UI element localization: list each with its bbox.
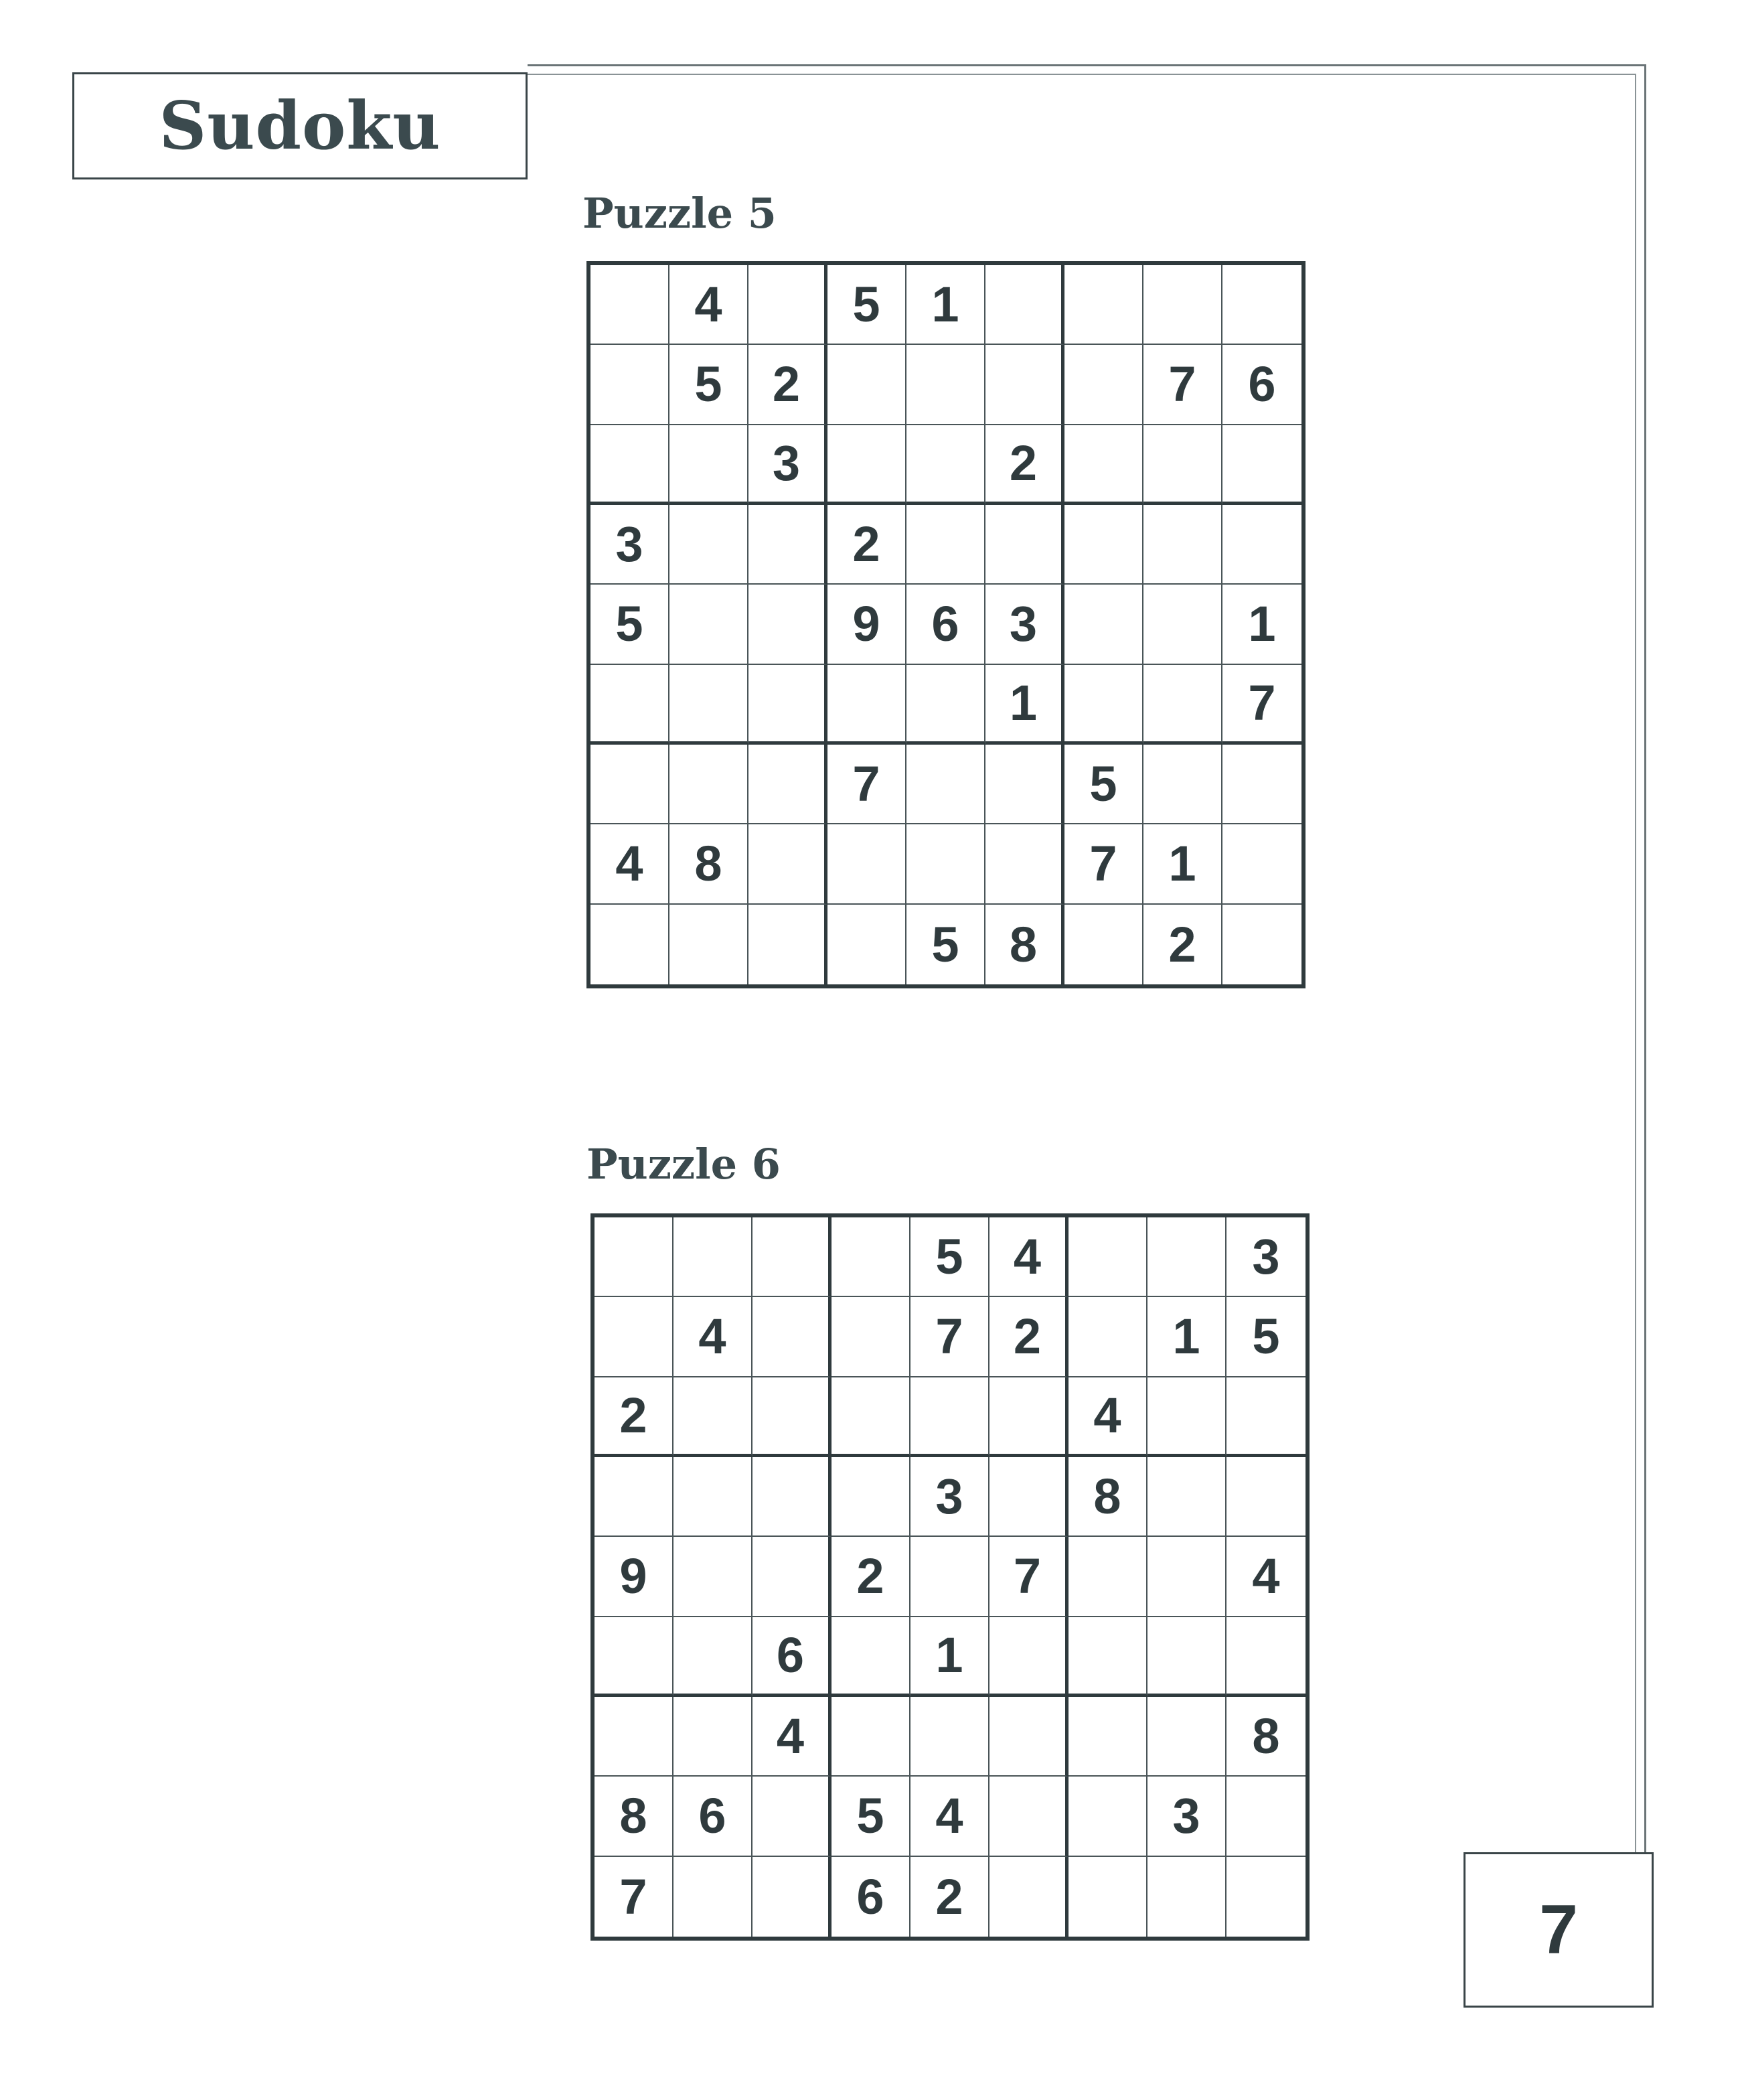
sudoku-cell-r7c2 xyxy=(674,1697,753,1777)
sudoku-cell-r2c7 xyxy=(1069,1297,1148,1377)
sudoku-cell-r2c6 xyxy=(985,345,1064,425)
page-number: 7 xyxy=(1539,1890,1578,1969)
sudoku-cell-r3c2 xyxy=(669,425,748,505)
sudoku-cell-r6c7 xyxy=(1069,1617,1148,1697)
sudoku-cell-r2c7 xyxy=(1064,345,1143,425)
sudoku-cell-r7c7: 5 xyxy=(1064,745,1143,824)
sudoku-cell-r5c5 xyxy=(911,1537,990,1617)
sudoku-cell-r1c7 xyxy=(1064,265,1143,345)
sudoku-cell-r5c3 xyxy=(748,585,827,664)
sudoku-cell-r9c5: 5 xyxy=(906,905,985,984)
sudoku-cell-r1c5: 5 xyxy=(911,1217,990,1297)
page-number-box xyxy=(1464,1852,1654,2008)
sudoku-cell-r4c3 xyxy=(748,505,827,585)
sudoku-cell-r3c6 xyxy=(990,1377,1069,1457)
sudoku-cell-r2c8: 1 xyxy=(1148,1297,1227,1377)
sudoku-cell-r6c9: 7 xyxy=(1222,665,1301,745)
sudoku-cell-r8c2: 8 xyxy=(669,824,748,904)
sudoku-cell-r4c5 xyxy=(906,505,985,585)
sudoku-cell-r8c8: 3 xyxy=(1148,1777,1227,1856)
sudoku-cell-r6c6: 1 xyxy=(985,665,1064,745)
sudoku-cell-r5c9: 1 xyxy=(1222,585,1301,664)
sudoku-cell-r2c1 xyxy=(595,1297,674,1377)
sudoku-cell-r1c8 xyxy=(1148,1217,1227,1297)
sudoku-cell-r9c1: 7 xyxy=(595,1857,674,1937)
sudoku-cell-r5c1: 5 xyxy=(590,585,669,664)
sudoku-cell-r3c6: 2 xyxy=(985,425,1064,505)
sudoku-cell-r8c6 xyxy=(990,1777,1069,1856)
sudoku-cell-r6c2 xyxy=(669,665,748,745)
sudoku-cell-r9c3 xyxy=(753,1857,832,1937)
sudoku-cell-r1c1 xyxy=(595,1217,674,1297)
sudoku-cell-r7c4 xyxy=(832,1697,911,1777)
sudoku-cell-r9c5: 2 xyxy=(911,1857,990,1937)
sudoku-cell-r3c9 xyxy=(1222,425,1301,505)
sudoku-cell-r6c9 xyxy=(1227,1617,1306,1697)
sudoku-cell-r3c2 xyxy=(674,1377,753,1457)
sudoku-cell-r1c3 xyxy=(748,265,827,345)
sudoku-cell-r6c2 xyxy=(674,1617,753,1697)
sudoku-cell-r1c6: 4 xyxy=(990,1217,1069,1297)
sudoku-cell-r4c7 xyxy=(1064,505,1143,585)
sudoku-cell-r9c1 xyxy=(590,905,669,984)
sudoku-cell-r6c3 xyxy=(748,665,827,745)
sudoku-cell-r3c7: 4 xyxy=(1069,1377,1148,1457)
sudoku-cell-r2c2: 4 xyxy=(674,1297,753,1377)
sudoku-cell-r3c3 xyxy=(753,1377,832,1457)
sudoku-cell-r1c3 xyxy=(753,1217,832,1297)
sudoku-cell-r6c8 xyxy=(1148,1617,1227,1697)
sudoku-cell-r9c4 xyxy=(827,905,906,984)
sudoku-cell-r4c8 xyxy=(1148,1457,1227,1537)
sudoku-cell-r4c2 xyxy=(674,1457,753,1537)
sudoku-cell-r3c5 xyxy=(911,1377,990,1457)
sudoku-cell-r8c4 xyxy=(827,824,906,904)
sudoku-cell-r9c8 xyxy=(1148,1857,1227,1937)
page-title: Sudoku xyxy=(159,87,441,165)
sudoku-cell-r8c8: 1 xyxy=(1143,824,1222,904)
sudoku-cell-r9c2 xyxy=(674,1857,753,1937)
sudoku-cell-r7c2 xyxy=(669,745,748,824)
sudoku-cell-r4c9 xyxy=(1227,1457,1306,1537)
sudoku-cell-r2c6: 2 xyxy=(990,1297,1069,1377)
sudoku-cell-r9c4: 6 xyxy=(832,1857,911,1937)
sudoku-cell-r1c8 xyxy=(1143,265,1222,345)
sudoku-cell-r1c9 xyxy=(1222,265,1301,345)
sudoku-cell-r5c2 xyxy=(674,1537,753,1617)
sudoku-cell-r1c9: 3 xyxy=(1227,1217,1306,1297)
sudoku-cell-r4c5: 3 xyxy=(911,1457,990,1537)
sudoku-cell-r2c4 xyxy=(832,1297,911,1377)
sudoku-cell-r6c1 xyxy=(590,665,669,745)
page-frame-right-inner xyxy=(1635,74,1636,1854)
sudoku-cell-r8c3 xyxy=(753,1777,832,1856)
sudoku-cell-r9c9 xyxy=(1222,905,1301,984)
sudoku-cell-r4c9 xyxy=(1222,505,1301,585)
sudoku-cell-r6c4 xyxy=(832,1617,911,1697)
sudoku-cell-r7c4: 7 xyxy=(827,745,906,824)
sudoku-cell-r6c3: 6 xyxy=(753,1617,832,1697)
sudoku-cell-r7c5 xyxy=(906,745,985,824)
sudoku-cell-r5c4: 9 xyxy=(827,585,906,664)
sudoku-cell-r2c1 xyxy=(590,345,669,425)
sudoku-cell-r9c6: 8 xyxy=(985,905,1064,984)
sudoku-cell-r4c4 xyxy=(832,1457,911,1537)
sudoku-cell-r7c8 xyxy=(1148,1697,1227,1777)
sudoku-cell-r8c6 xyxy=(985,824,1064,904)
sudoku-cell-r4c2 xyxy=(669,505,748,585)
sudoku-cell-r2c8: 7 xyxy=(1143,345,1222,425)
sudoku-cell-r1c4: 5 xyxy=(827,265,906,345)
sudoku-cell-r2c9: 5 xyxy=(1227,1297,1306,1377)
sudoku-cell-r4c1 xyxy=(595,1457,674,1537)
sudoku-cell-r7c3: 4 xyxy=(753,1697,832,1777)
sudoku-cell-r5c4: 2 xyxy=(832,1537,911,1617)
page-frame-top-inner xyxy=(528,74,1636,75)
sudoku-cell-r7c9: 8 xyxy=(1227,1697,1306,1777)
sudoku-cell-r3c9 xyxy=(1227,1377,1306,1457)
sudoku-cell-r3c1 xyxy=(590,425,669,505)
sudoku-cell-r6c1 xyxy=(595,1617,674,1697)
sudoku-cell-r3c4 xyxy=(827,425,906,505)
sudoku-cell-r7c9 xyxy=(1222,745,1301,824)
sudoku-cell-r5c7 xyxy=(1069,1537,1148,1617)
puzzle-6-grid xyxy=(590,1213,1310,1941)
sudoku-cell-r7c7 xyxy=(1069,1697,1148,1777)
sudoku-cell-r5c8 xyxy=(1148,1537,1227,1617)
sudoku-cell-r5c6: 3 xyxy=(985,585,1064,664)
sudoku-cell-r1c1 xyxy=(590,265,669,345)
sudoku-cell-r9c3 xyxy=(748,905,827,984)
sudoku-cell-r3c4 xyxy=(832,1377,911,1457)
sudoku-cell-r6c8 xyxy=(1143,665,1222,745)
sudoku-cell-r5c1: 9 xyxy=(595,1537,674,1617)
sudoku-cell-r7c3 xyxy=(748,745,827,824)
sudoku-cell-r9c2 xyxy=(669,905,748,984)
sudoku-cell-r6c5: 1 xyxy=(911,1617,990,1697)
page-frame-top-outer xyxy=(528,64,1646,66)
sudoku-cell-r2c3 xyxy=(753,1297,832,1377)
sudoku-cell-r1c6 xyxy=(985,265,1064,345)
sudoku-cell-r5c7 xyxy=(1064,585,1143,664)
sudoku-cell-r6c5 xyxy=(906,665,985,745)
sudoku-cell-r8c2: 6 xyxy=(674,1777,753,1856)
sudoku-cell-r4c4: 2 xyxy=(827,505,906,585)
sudoku-cell-r9c6 xyxy=(990,1857,1069,1937)
puzzle-6-heading: Puzzle 6 xyxy=(586,1140,781,1189)
sudoku-cell-r8c3 xyxy=(748,824,827,904)
sudoku-cell-r7c8 xyxy=(1143,745,1222,824)
sudoku-cell-r7c1 xyxy=(595,1697,674,1777)
sudoku-cell-r7c5 xyxy=(911,1697,990,1777)
sudoku-cell-r4c7: 8 xyxy=(1069,1457,1148,1537)
sudoku-cell-r5c2 xyxy=(669,585,748,664)
sudoku-cell-r5c3 xyxy=(753,1537,832,1617)
sudoku-cell-r4c6 xyxy=(985,505,1064,585)
sudoku-cell-r6c7 xyxy=(1064,665,1143,745)
sudoku-cell-r7c1 xyxy=(590,745,669,824)
sudoku-cell-r6c4 xyxy=(827,665,906,745)
puzzle-5-heading: Puzzle 5 xyxy=(582,189,777,238)
page-frame-right-outer xyxy=(1644,64,1646,1854)
sudoku-cell-r2c3: 2 xyxy=(748,345,827,425)
sudoku-cell-r8c1: 4 xyxy=(590,824,669,904)
sudoku-cell-r5c8 xyxy=(1143,585,1222,664)
sudoku-cell-r8c5 xyxy=(906,824,985,904)
sudoku-cell-r8c7: 7 xyxy=(1064,824,1143,904)
sudoku-cell-r6c6 xyxy=(990,1617,1069,1697)
sudoku-cell-r8c5: 4 xyxy=(911,1777,990,1856)
sudoku-cell-r2c9: 6 xyxy=(1222,345,1301,425)
sudoku-cell-r1c4 xyxy=(832,1217,911,1297)
sudoku-cell-r3c8 xyxy=(1143,425,1222,505)
sudoku-cell-r4c1: 3 xyxy=(590,505,669,585)
sudoku-cell-r2c2: 5 xyxy=(669,345,748,425)
sudoku-cell-r3c7 xyxy=(1064,425,1143,505)
sudoku-cell-r5c9: 4 xyxy=(1227,1537,1306,1617)
sudoku-cell-r1c7 xyxy=(1069,1217,1148,1297)
sudoku-cell-r4c6 xyxy=(990,1457,1069,1537)
sudoku-cell-r1c2: 4 xyxy=(669,265,748,345)
sudoku-cell-r2c5: 7 xyxy=(911,1297,990,1377)
puzzle-5-grid xyxy=(586,261,1306,988)
sudoku-cell-r4c8 xyxy=(1143,505,1222,585)
sudoku-cell-r8c9 xyxy=(1227,1777,1306,1856)
sudoku-cell-r4c3 xyxy=(753,1457,832,1537)
sudoku-cell-r8c4: 5 xyxy=(832,1777,911,1856)
sudoku-cell-r2c4 xyxy=(827,345,906,425)
sudoku-cell-r5c5: 6 xyxy=(906,585,985,664)
title-box xyxy=(72,72,528,179)
sudoku-cell-r9c9 xyxy=(1227,1857,1306,1937)
sudoku-cell-r7c6 xyxy=(990,1697,1069,1777)
sudoku-cell-r8c1: 8 xyxy=(595,1777,674,1856)
sudoku-cell-r3c5 xyxy=(906,425,985,505)
sudoku-cell-r3c1: 2 xyxy=(595,1377,674,1457)
sudoku-cell-r8c9 xyxy=(1222,824,1301,904)
sudoku-cell-r1c5: 1 xyxy=(906,265,985,345)
sudoku-cell-r3c8 xyxy=(1148,1377,1227,1457)
sudoku-cell-r9c8: 2 xyxy=(1143,905,1222,984)
sudoku-cell-r2c5 xyxy=(906,345,985,425)
sudoku-cell-r7c6 xyxy=(985,745,1064,824)
sudoku-cell-r1c2 xyxy=(674,1217,753,1297)
sudoku-cell-r8c7 xyxy=(1069,1777,1148,1856)
sudoku-cell-r9c7 xyxy=(1064,905,1143,984)
sudoku-cell-r9c7 xyxy=(1069,1857,1148,1937)
sudoku-cell-r5c6: 7 xyxy=(990,1537,1069,1617)
sudoku-cell-r3c3: 3 xyxy=(748,425,827,505)
